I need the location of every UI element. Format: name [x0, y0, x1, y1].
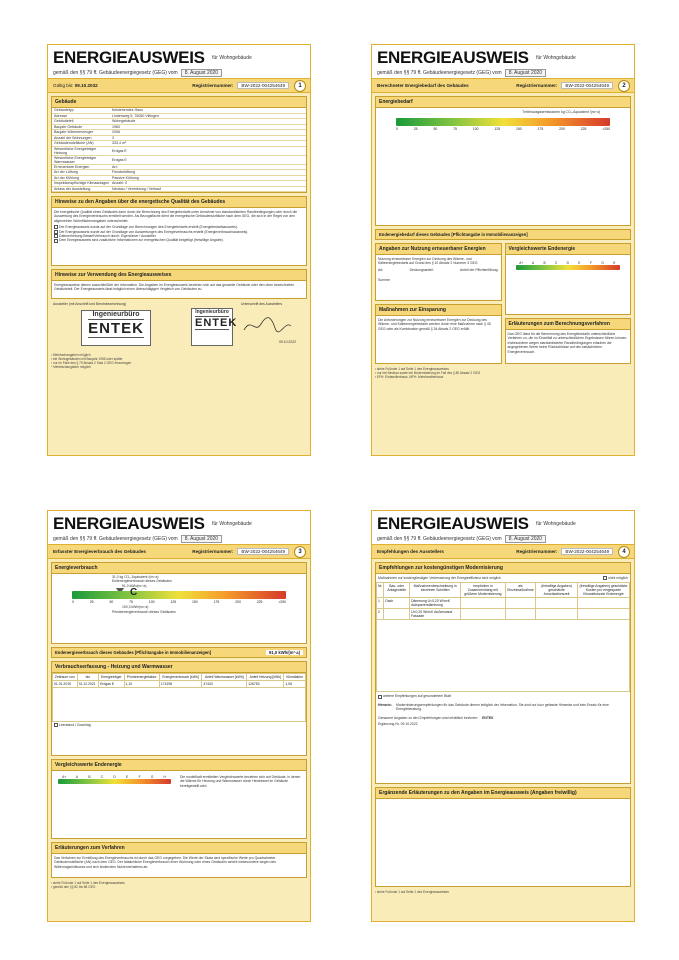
scale-tick: >250: [278, 600, 286, 605]
explain-section: Erläuterungen zum Verfahren Das Verfahren zur Ermittlung des Energieverbrauchs ist durch das GEG vorgegeben. Die Werte der Skala sind spezifische Werte pro Quadratmeter Gebäudenutzfläche (AN) nach dem GEG. Der tatsächliche Energieverbrauch einer Wohnung oder eines Gebäudes weicht insbesondere wegen des Witterungseinflusses und sich ändernden Nutzerverhaltens ab.: [51, 842, 307, 878]
page-2: [371, 44, 635, 456]
footnotes: [375, 367, 631, 379]
signature: [241, 312, 301, 338]
footnote: ³ nur im Falle des § 79 Absatz 2 Satz 2 GEG einzutragen: [51, 361, 132, 365]
scale-tick: 0: [72, 600, 74, 605]
page-4: [371, 510, 635, 922]
page-body: [371, 559, 635, 922]
row-key: Anzahl der Wohnungen: [54, 135, 92, 140]
scale-tick: 175: [537, 127, 544, 132]
row-key: Erneuerbare Energien: [54, 164, 90, 169]
info-bar: Erfasster Energieverbrauch des Gebäudes Registriernummer: BW-2022-004254649 3: [47, 544, 311, 559]
scale-tick: 225: [256, 600, 263, 605]
table-cell: 1,06: [284, 681, 306, 688]
row-value: Anzahl: 0: [112, 181, 127, 186]
hints-text: Die energetische Qualität eines Gebäudes kann durch die Berechnung des Energiebedarfs unter Annahme von standardisierten Randbedingungen oder durch die Auswertung des Energieverbrauchs ermittelt werden. Als Bezugsfläche dient die energetische Gebäudenutzfläche nach dem GEG, die sich in der Regel von den allgemeinen Wohnflächenangaben unterscheidet.: [54, 210, 298, 223]
need-section: Energiebedarf Treibhausgasemissionen kg CO₂-Äquivalent /(m²·a) 0 25 50 75 100 125 150 175 200 225 >250: [375, 96, 631, 226]
row-key: Gebäudeteil: [54, 119, 74, 124]
scale-tick: 0: [396, 127, 398, 132]
page-body: [47, 93, 311, 456]
row-value: Neubau / Vermietung / Verkauf: [112, 186, 161, 191]
info-bar: [47, 78, 311, 93]
class-label: B: [88, 775, 91, 779]
reg-label: Registriernummer:: [192, 83, 234, 88]
table-header: Klimafaktor: [284, 674, 306, 681]
capture-table: [52, 673, 306, 722]
reg-number: BW-2022-004254649: [237, 82, 289, 89]
table-cell: [461, 609, 505, 620]
row-key: Anlass der Ausstellung: [54, 186, 91, 191]
row-key: Gebäudenutzfläche (AN): [54, 141, 94, 146]
building-row: [52, 147, 306, 156]
table-cell: Dach: [384, 598, 410, 609]
row-key: Baujahr Gebäude: [54, 124, 83, 129]
recommend-section: Empfehlungen zur kostengünstigen Modernisierung Maßnahmen zur kostengünstigen Verbesserung der Energieeffizienz sind möglich nicht möglich Nr. Bau- oder Anlagenteile Maßnahmenbeschreibung in einzelnen Schritten empfohlen in Zusammenhang mit größerer Modernisierung als Einzelmaßnahme (freiwillige Angaben) geschätzte Amortisationszeit (freiwillige Angaben) geschätzte Kosten pro eingesparte Kilowattstunde Endenergie 1 Dach Dämmung U<0,20 W/m²K Aufsparrendämmung 2 U<0,20 W/m²K Außenwand Fassade weitere Empfehlungen auf gesondertem Blatt Hinweis: Modernisierungsempfehlungen für das Gebäude dienen lediglich der Information. Sie sind nur kurz gefasste Hinweise und kein Ersatz für eine Energieberatung. Genauere Angaben zu den Empfehlungen sind erhältlich bei/unter: ENTEK Ergänzung Nr. 09.10.2022: [375, 562, 631, 784]
scale-tick: 25: [89, 600, 94, 605]
table-cell: 174196: [159, 681, 201, 688]
table-header: Zeitraum von: [53, 674, 78, 681]
class-label: E: [578, 261, 581, 265]
page-number: 2: [618, 80, 630, 92]
energy-scale: [396, 118, 610, 126]
table-header: empfohlen in Zusammenhang mit größerer Modernisierung: [461, 583, 505, 598]
footnote: ² gemäß den §§ 82 bis 86 GEG: [51, 885, 96, 889]
issuer-section: [51, 302, 307, 350]
row-key: Art der Kühlung: [54, 175, 79, 180]
page-header: ENERGIEAUSWEIS für Wohngebäude gemäß den §§ 79 ff. Gebäudeenergiegesetz (GEG) vom 8. August 2020: [371, 510, 635, 544]
hint-item: Der Energieausweis wurde auf der Grundlage von Auswertungen des Energieverbrauchs erstellt (Energieverbrauchsausweis).: [54, 230, 304, 234]
class-label: F: [138, 775, 141, 779]
footnote: ¹ siehe Fußnote 1 auf Seite 1 des Energieausweises: [375, 367, 449, 371]
table-cell: 126753: [247, 681, 284, 688]
renew-section: Angaben zur Nutzung erneuerbarer Energien Nutzung erneuerbarer Energien zur Deckung des Wärme- und Kälteenergiebedarfs auf Grund des § 10 Absatz 2 Nummer 3 GEG Art: Deckungsanteil: Anteil der Pflichterfüllung: Summe:: [375, 243, 502, 301]
hint-item: Der Energieausweis wurde auf der Grundlage von Berechnungen des Energiebedarfs erstellt (Energiebedarfsausweis).: [54, 225, 304, 229]
row-value: Wohngebäude: [112, 119, 136, 124]
explain-section: Erläuterungen zum Berechnungsverfahren Das GEG lässt für die Berechnung des Energiebedarfs unterschiedliche Verfahren zu, die im Einzelfall zu unterschiedlichen Ergebnissen führen können. Insbesondere wegen standardisierter Randbedingungen erlauben die angegebenen Werte keine Rückschlüsse auf den tatsächlichen Energieverbrauch.: [505, 318, 632, 364]
footnote: ⁴ Mehrfachangaben möglich: [51, 365, 91, 369]
valid-label: Gültig bis:: [53, 83, 74, 88]
table-header: Nr.: [377, 583, 384, 598]
page-header: [371, 44, 635, 78]
class-label: A+: [62, 775, 67, 779]
scale-tick: 200: [559, 127, 565, 132]
page-header: [47, 44, 311, 78]
table-header: Energieverbrauch [kWh]: [159, 674, 201, 681]
table-cell: 1,10: [124, 681, 159, 688]
footnote: ² nur bei Neubau sowie bei Modernisierung im Fall des § 80 Absatz 2 GEG: [375, 371, 481, 375]
page-header: ENERGIEAUSWEIS für Wohngebäude gemäß den §§ 79 ff. Gebäudeenergiegesetz (GEG) vom 8. August 2020: [47, 510, 311, 544]
page-1: [47, 44, 311, 456]
row-value: Art:: [112, 164, 118, 169]
class-label: D: [113, 775, 116, 779]
scale-tick: 200: [235, 600, 241, 605]
row-key: Inspektionspflichtige Klimaanlagen: [54, 181, 110, 186]
hint-item: Datenerhebung Bedarf/Verbrauch durch: Eigentümer / Aussteller: [54, 234, 304, 238]
compare-section: Vergleichswerte Endenergie A+ A B C D E F G H Die modellhaft ermittelten Vergleichswerte beziehen sich auf Gebäude, in denen die Wärme für Heizung und Warmwasser durch Heizkessel im Gebäude bereitgestellt wird.: [51, 759, 307, 839]
table-cell: [505, 609, 536, 620]
scale-tick: 100: [148, 600, 155, 605]
scale-tick: 100: [472, 127, 479, 132]
page-body: Energieverbrauch 31,0 kg CO₂-Äquivalent /(m²·a) Endenergieverbrauch dieses Gebäudes 91,0 kWh/(m²·a) C 0 25 50 75 100 125 150 175 200 225 >250 100,3 kWh/(m²·a) Primärenergieverbrauch dieses Gebäudes Endenergieverbrauch dieses Gebäudes [Pflichtangabe in Immobilienanzeigen] 91,0 kWh/(m²·a) Verbrauchserfassung - Heizung und Warmwasser Zeitraum von bis Energieträger Primärenergiefaktor Energieverbrauch [kWh] Anteil Warmwasser [kWh] Anteil Heizung [kWh] Klimafaktor 01.01.2019 31.12.2021 Erdgas E 1,10 174196 47443 126753 1,06 Leerstand / Zuschlag Vergleichswerte Endenergie A+ A B C D E F G H Die modellhaft ermittelten Vergleichswerte beziehen sich auf Gebäude, in denen die Wärme für Heizung und Warmwasser durch Heizkessel im Gebäude bereitgestellt wird. Erläuterungen zum Verfahren Das Verfahren zur Ermittlung des Energieverbrauchs ist durch das GEG vorgegeben. Die Werte der Skala sind spezifische Werte pro Quadratmeter Gebäudenutzfläche (AN) nach dem GEG. Der tatsächliche Energieverbrauch einer Wohnung oder eines Gebäudes weicht insbesondere wegen des Witterungseinflusses und sich ändernden Nutzerverhaltens ab. ¹ siehe Fußnote 1 auf Seite 1 des Energieausweises ² gemäß den §§ 82 bis 86 GEG: [47, 559, 311, 922]
table-cell: [577, 598, 629, 609]
scale-tick: 75: [453, 127, 457, 132]
table-cell: [577, 609, 629, 620]
table-cell: 1: [377, 598, 384, 609]
row-value: freistehendes Haus: [112, 108, 143, 113]
info-bar: Empfehlungen des Ausstellers Registriernummer: BW-2022-004254649 4: [371, 544, 635, 559]
scale-tick: >250: [602, 127, 610, 132]
scale-ticks: [396, 126, 610, 132]
issuer-logo: Ingenieurbüro ENTEK: [81, 310, 151, 346]
law-line: gemäß den §§ 79 ff. Gebäudeenergiegesetz (GEG) vom 8. August 2020: [53, 69, 305, 77]
doc-title: ENERGIEAUSWEIS: [377, 48, 529, 67]
table-header: Maßnahmenbeschreibung in einzelnen Schritten: [410, 583, 461, 598]
table-header: Bau- oder Anlagenteile: [384, 583, 410, 598]
renew-col: Anteil der Pflichterfüllung:: [460, 267, 499, 272]
footnote: ³ EFH: Einfamilienhaus, MFH: Mehrfamilienhaus: [375, 375, 444, 379]
class-label: C: [554, 261, 558, 265]
section-title: Energiebedarf: [376, 97, 630, 108]
building-section: [51, 96, 307, 193]
info-bar: Berechneter Energiebedarf des Gebäudes Registriernummer: BW-2022-004254649 2: [371, 78, 635, 93]
hints-section: [51, 196, 307, 266]
page-number: 4: [618, 546, 630, 558]
renew-col: Art:: [378, 267, 384, 272]
page-body: [371, 93, 635, 456]
sign-label: Unterschrift des Ausstellers: [241, 302, 283, 306]
table-header: Energieträger: [99, 674, 124, 681]
table-cell: 01.01.2019: [53, 681, 78, 688]
table-cell: 31.12.2021: [77, 681, 99, 688]
energy-scale: [72, 587, 286, 599]
final-label: Endenergiebedarf dieses Gebäudes [Pflichtangabe in Immobilienanzeigen]: [375, 229, 631, 240]
footnote: ¹ siehe Fußnote 1 auf Seite 1 des Energieausweises: [375, 890, 449, 894]
bar-label: Berechneter Energiebedarf des Gebäudes: [377, 83, 469, 88]
issuer-label: Aussteller (mit Anschrift und Berufsbezeichnung): [53, 302, 127, 306]
row-value: Passive Kühlung: [112, 175, 139, 180]
valid-date: 09.10.2032: [74, 83, 98, 88]
table-header: Primärenergiefaktor: [124, 674, 159, 681]
doc-title: ENERGIEAUSWEIS: [53, 48, 205, 67]
class-label: E: [125, 775, 129, 779]
table-cell: [505, 598, 536, 609]
extra-section: Ergänzende Erläuterungen zu den Angaben im Energieausweis (Angaben freiwillig): [375, 787, 631, 887]
law-line: gemäß den §§ 79 ff. Gebäudeenergiegesetz (GEG) vom 8. August 2020: [377, 69, 629, 77]
class-label: G: [601, 261, 604, 265]
row-value: 333,4 m²: [112, 141, 127, 146]
table-cell: 47443: [202, 681, 247, 688]
recommend-table: [376, 582, 630, 692]
checkbox: [54, 239, 58, 243]
row-value: Erdgas E: [112, 157, 127, 162]
section-title: Hinweise zur Verwendung des Energieausweises: [52, 270, 306, 281]
row-value: 1960: [112, 124, 120, 129]
scale-tick: 50: [433, 127, 438, 132]
table-header: Anteil Warmwasser [kWh]: [202, 674, 247, 681]
law-date: 8. August 2020: [181, 69, 222, 77]
scale-tick: 50: [109, 600, 114, 605]
table-cell: [384, 609, 410, 620]
row-value: 3: [112, 135, 114, 140]
class-label: H: [613, 261, 616, 265]
measure-section: Maßnahmen zur Einsparung Die Anforderungen zur Nutzung erneuerbarer Energien zur Deckung des Wärme- und Kälteenergiebedarfs werden durch eine Maßnahme nach § 45 GEG oder als Kombination gemäß § 34 Absatz 2 GEG erfüllt.: [375, 304, 502, 364]
row-value: Erdgas E: [112, 148, 127, 153]
class-label: H: [163, 775, 166, 779]
sign-date: 09.10.2022: [279, 340, 296, 344]
doc-subtitle: für Wohngebäude: [212, 55, 252, 61]
class-label: A+: [519, 261, 524, 265]
row-key: Baujahr Wärmeerzeuger: [54, 130, 94, 135]
issuer-stamp: Ingenieurbüro ENTEK: [191, 308, 233, 346]
scale-tick: 150: [192, 600, 198, 605]
row-key: Wesentliche Energieträger Warmwasser: [54, 155, 97, 164]
doc-subtitle: für Wohngebäude: [536, 55, 576, 61]
row-key: Art der Lüftung: [54, 170, 78, 175]
row-key: Adresse: [54, 113, 68, 118]
table-cell: 2: [377, 609, 384, 620]
scale-tick: 125: [170, 600, 177, 605]
usage-text: Energieausweise dienen ausschließlich der Information. Die Angaben im Energieausweis beziehen sich auf das gesamte Gebäude oder den oben bezeichneten Gebäudeteil. Der Energieausweis lässt lediglich einen überschlägigen Vergleich von Gebäuden zu.: [54, 283, 295, 292]
scale-tick: 150: [516, 127, 522, 132]
table-header: (freiwillige Angaben) geschätzte Kosten pro eingesparte Kilowattstunde Endenergie: [577, 583, 629, 598]
class-label: B: [543, 261, 546, 265]
class-label: A: [531, 261, 534, 265]
capture-section: Verbrauchserfassung - Heizung und Warmwasser Zeitraum von bis Energieträger Primärenergiefaktor Energieverbrauch [kWh] Anteil Warmwasser [kWh] Anteil Heizung [kWh] Klimafaktor 01.01.2019 31.12.2021 Erdgas E 1,10 174196 47443 126753 1,06 Leerstand / Zuschlag: [51, 661, 307, 756]
footnote: ¹ Mehrfachangaben möglich: [51, 353, 91, 357]
usage-section: [51, 269, 307, 299]
class-label: G: [150, 775, 154, 779]
table-cell: Dämmung U<0,20 W/m²K Aufsparrendämmung: [410, 598, 461, 609]
scale-tick: 25: [413, 127, 418, 132]
table-header: bis: [77, 674, 99, 681]
building-row: [52, 187, 306, 193]
row-value: 2006: [112, 130, 120, 135]
footnote: ¹ siehe Fußnote 1 auf Seite 1 des Energieausweises: [51, 881, 125, 885]
table-cell: U<0,20 W/m²K Außenwand Fassade: [410, 609, 461, 620]
building-row: [52, 156, 306, 165]
table-cell: [536, 609, 578, 620]
class-label: D: [566, 261, 569, 265]
section-title: Gebäude: [52, 97, 306, 108]
scale-tick: 125: [494, 127, 501, 132]
class-label: C: [100, 775, 104, 779]
compare-section: Vergleichswerte Endenergie A+ A B C D E F G H: [505, 243, 632, 315]
row-key: Wesentliche Energieträger Heizung: [54, 146, 97, 155]
row-value: Lindenweg 5, 78050 Villingen: [112, 113, 159, 118]
hint-item: Dem Energieausweis sind zusätzliche Informationen zur energetischen Qualität beigefügt (freiwillige Angabe).: [54, 238, 304, 242]
scale-tick: 175: [213, 600, 220, 605]
checkbox: [54, 225, 58, 229]
consumption-section: Energieverbrauch 31,0 kg CO₂-Äquivalent /(m²·a) Endenergieverbrauch dieses Gebäudes 91,0 kWh/(m²·a) C 0 25 50 75 100 125 150 175 200 225 >250 100,3 kWh/(m²·a) Primärenergieverbrauch dieses Gebäudes: [51, 562, 307, 644]
page-number: 1: [294, 80, 306, 92]
page-3: [47, 510, 311, 922]
table-cell: [536, 598, 578, 609]
class-label: A: [75, 775, 78, 779]
footnote: ² bei Wohngebäuden mit Baujahr 1955 oder später: [51, 357, 123, 361]
table-header: Anteil Heizung [kWh]: [247, 674, 284, 681]
class-letter: C: [130, 587, 138, 599]
scale-tick: 75: [129, 600, 133, 605]
renew-col: Deckungsanteil:: [409, 267, 434, 272]
table-row: [377, 609, 630, 620]
class-label: F: [589, 261, 592, 265]
table-header: (freiwillige Angaben) geschätzte Amortisationszeit: [536, 583, 578, 598]
table-row: [377, 598, 630, 609]
page-number: 3: [294, 546, 306, 558]
table-cell: [461, 598, 505, 609]
table-cell: Erdgas E: [99, 681, 124, 688]
row-key: Gebäudetyp: [54, 108, 74, 113]
footnotes: [51, 353, 307, 369]
section-title: Hinweise zu den Angaben über die energetische Qualität des Gebäudes: [52, 197, 306, 208]
row-value: Fensterlüftung: [112, 170, 135, 175]
table-header: als Einzelmaßnahme: [505, 583, 536, 598]
scale-tick: 225: [580, 127, 587, 132]
